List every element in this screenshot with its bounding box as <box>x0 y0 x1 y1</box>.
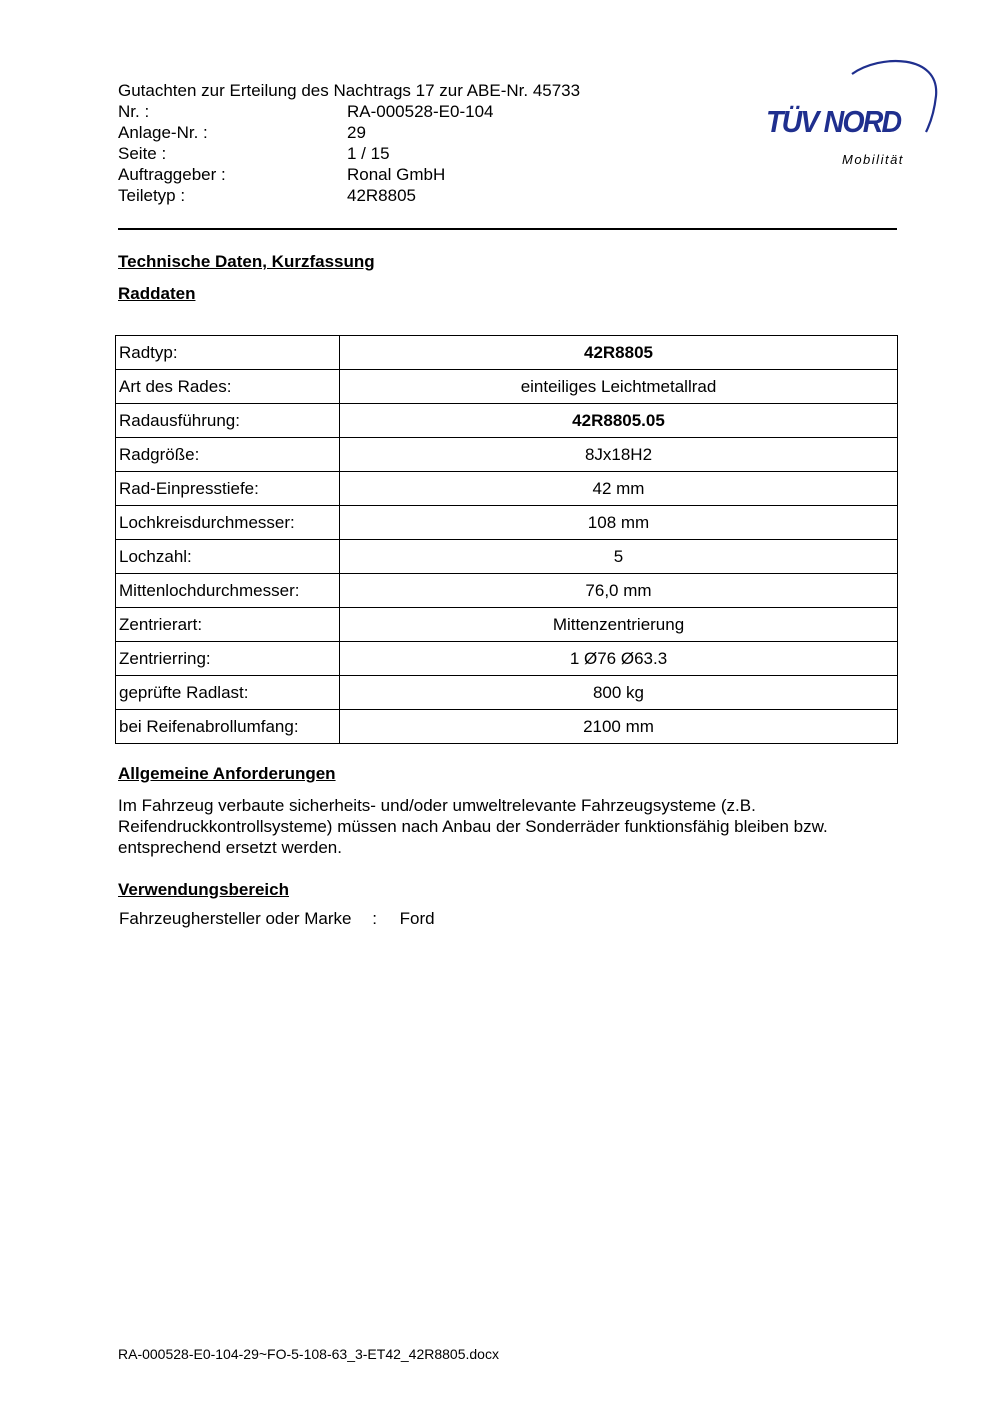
table-cell-value: Mittenzentrierung <box>340 608 898 642</box>
heading-wheel-data: Raddaten <box>118 284 196 303</box>
paragraph-line: Reifendruckkontrollsysteme) müssen nach Anbau der Sonderräder funktionsfähig bleiben bzw. <box>118 817 828 836</box>
general-requirements-text <box>118 795 908 858</box>
logo-subtitle: Mobilität <box>842 152 904 167</box>
header-row-seite <box>118 143 638 164</box>
table-cell-value: 42R8805.05 <box>340 404 898 438</box>
header-row-teiletyp <box>118 185 638 206</box>
header-value: RA-000528-E0-104 <box>347 102 494 121</box>
table-cell-label: geprüfte Radlast: <box>116 676 340 710</box>
tuv-nord-logo <box>760 56 950 176</box>
header-key: Auftraggeber : <box>118 165 226 184</box>
header-row-auftraggeber <box>118 164 638 185</box>
table-cell-value: 108 mm <box>340 506 898 540</box>
heading-usage-area: Verwendungsbereich <box>118 880 289 899</box>
wheel-data-table <box>115 335 898 744</box>
table-row <box>116 608 898 642</box>
table-row <box>116 710 898 744</box>
table-cell-label: Lochzahl: <box>116 540 340 574</box>
header-divider <box>118 228 897 230</box>
table-cell-label: Zentrierring: <box>116 642 340 676</box>
paragraph-line: entsprechend ersetzt werden. <box>118 838 342 857</box>
table-cell-label: Radgröße: <box>116 438 340 472</box>
document-header <box>118 80 638 206</box>
table-row <box>116 540 898 574</box>
logo-brand-text: TÜV NORD <box>766 104 901 139</box>
header-value: 42R8805 <box>347 186 417 205</box>
usage-separator: : <box>372 909 377 928</box>
header-key: Seite : <box>118 144 167 163</box>
table-row <box>116 370 898 404</box>
table-cell-label: Rad-Einpresstiefe: <box>116 472 340 506</box>
table-cell-label: Lochkreisdurchmesser: <box>116 506 340 540</box>
header-row-nr <box>118 101 638 122</box>
paragraph-line: Im Fahrzeug verbaute sicherheits- und/oder umweltrelevante Fahrzeugsysteme (z.B. <box>118 796 756 815</box>
table-cell-label: Radausführung: <box>116 404 340 438</box>
header-row-anlage <box>118 122 638 143</box>
table-cell-label: Radtyp: <box>116 336 340 370</box>
header-key: Nr. : <box>118 102 150 121</box>
header-value: Ronal GmbH <box>347 165 446 184</box>
table-cell-label: Art des Rades: <box>116 370 340 404</box>
table-cell-value: 2100 mm <box>340 710 898 744</box>
header-key: Teiletyp : <box>118 186 186 205</box>
table-cell-value: 1 Ø76 Ø63.3 <box>340 642 898 676</box>
header-value: 1 / 15 <box>347 144 390 163</box>
table-row <box>116 642 898 676</box>
table-cell-value: 8Jx18H2 <box>340 438 898 472</box>
table-row <box>116 574 898 608</box>
usage-value: Ford <box>399 909 435 928</box>
table-row <box>116 404 898 438</box>
table-row <box>116 676 898 710</box>
table-row <box>116 472 898 506</box>
table-cell-value: 42R8805 <box>340 336 898 370</box>
table-cell-label: bei Reifenabrollumfang: <box>116 710 340 744</box>
table-cell-value: 76,0 mm <box>340 574 898 608</box>
table-row <box>116 336 898 370</box>
heading-technical-summary: Technische Daten, Kurzfassung <box>118 252 375 271</box>
table-row <box>116 438 898 472</box>
table-cell-label: Mittenlochdurchmesser: <box>116 574 340 608</box>
header-key: Anlage-Nr. : <box>118 123 208 142</box>
usage-key: Fahrzeughersteller oder Marke <box>119 909 352 928</box>
table-cell-value: 800 kg <box>340 676 898 710</box>
usage-row <box>119 909 435 929</box>
table-cell-label: Zentrierart: <box>116 608 340 642</box>
table-cell-value: einteiliges Leichtmetallrad <box>340 370 898 404</box>
report-title: Gutachten zur Erteilung des Nachtrags 17 zur ABE-Nr. 45733 <box>118 81 581 100</box>
footer-filename: RA-000528-E0-104-29~FO-5-108-63_3-ET42_42R8805.docx <box>118 1346 499 1362</box>
table-cell-value: 5 <box>340 540 898 574</box>
table-row <box>116 506 898 540</box>
table-cell-value: 42 mm <box>340 472 898 506</box>
heading-general-requirements: Allgemeine Anforderungen <box>118 764 336 783</box>
header-value: 29 <box>347 123 366 142</box>
